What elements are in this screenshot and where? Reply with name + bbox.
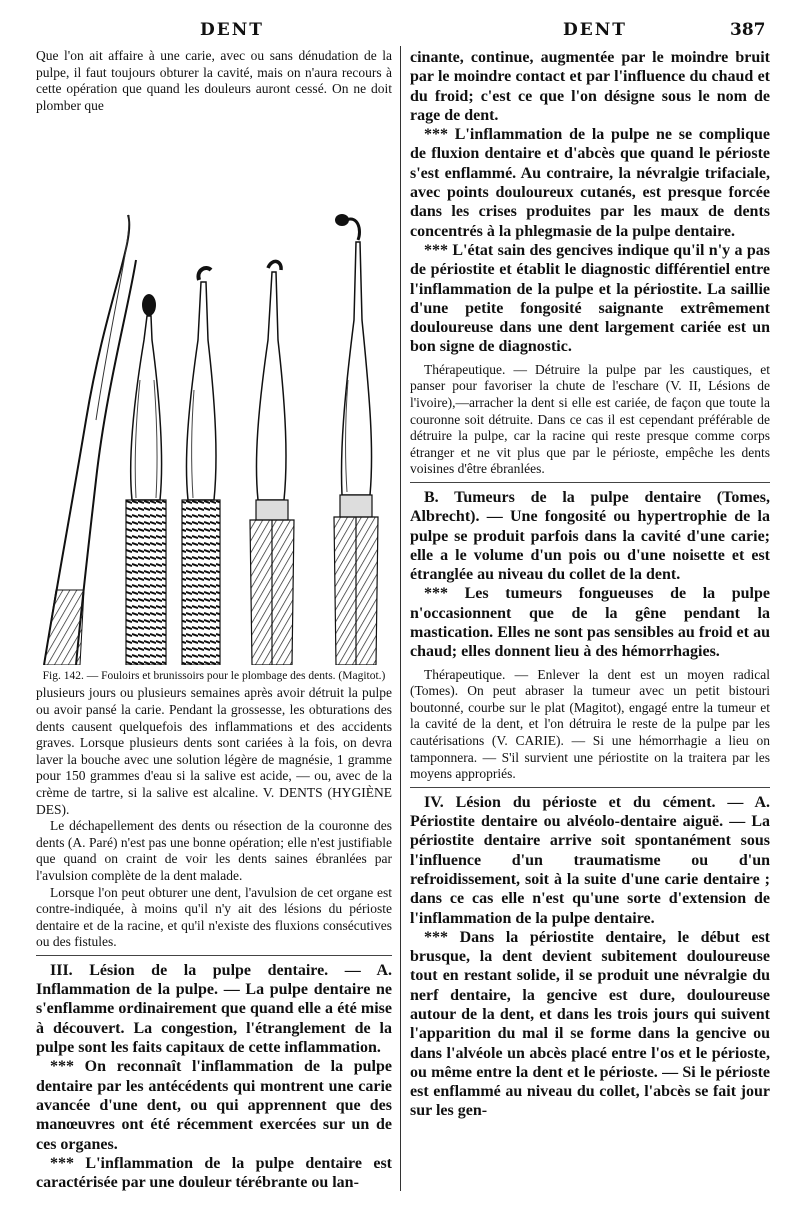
right-column [410, 48, 770, 1121]
dental-instruments-illustration [36, 120, 392, 665]
therapeutics-paragraph: Thérapeutique. — Détruire la pulpe par les caustiques, et panser pour favoriser la chute de l'eschare (V. II, Lésions de l'ivoire),—arracher la dent si elle est cariée, de façon que toute la couronne soit détruite. Dans ce cas il est cependant préférable de détruire la pulpe, car la racine qui reste presque comme corps étranger et ne vit plus que par le périoste, empêche les dents voisines d'être ébranlées. [410, 361, 770, 477]
paragraph: *** L'inflammation de la pulpe ne se complique de fluxion dentaire et d'abcès que quand le périoste s'est enflammé. Au contraire, la névralgie trifaciale, avec points douloureux cutanés, est presque forcée dans les crises produites par les maux de dents concentrés à la phlegmasie de la pulpe dentaire. [410, 126, 770, 240]
paragraph: *** L'état sain des gencives indique qu'il n'y a pas de périostite et établit le diagnostic différentiel entre l'inflammation de la pulpe et la périostite. La saillie d'une petite fongosité saignante extrêmement douloureuse dans une dent largement cariée est un bon signe de diagnostic. [410, 241, 770, 356]
therapeutics-paragraph: Thérapeutique. — Enlever la dent est un moyen radical (Tomes). On peut abraser la tumeur avec un petit bistouri boutonné, courbe sur le plat (Magitot), engagé entre la tumeur et la cavité de la dent, et l'on détruira le reste de la pulpe par les cautérisations (V. CARIE). — Si une hémorrhagie a lieu on tamponnera. — S'il survient une périostite on la traitera par les moyens appropriés. [410, 666, 770, 782]
paragraph: Lorsque l'on peut obturer une dent, l'avulsion de cet organe est contre-indiquée, à moins qu'il n'y ait des lésions du périoste dentaire et de la racine, et qu'il n'existe des fluxions consécutives ou des fistules. [36, 884, 392, 950]
instrument-angled-plugger [250, 262, 294, 666]
paragraph: plusieurs jours ou plusieurs semaines après avoir détruit la pulpe ou avoir pansé la carie. Pendant la grossesse, les obturations des dents causent quelquefois des inflammations et des accidents graves. Lorsque plusieurs dents sont cariées à la fois, on devra laver la bouche avec une solution légère de magnésie, 1 gramme pour 150 grammes d'eau si la salive est acide, — ou, avec de la crème de tartre, si la salive est alcaline. V. DENTS (HYGIÈNE DES). [36, 685, 392, 817]
column-rule [400, 46, 401, 1191]
paragraph: *** L'inflammation de la pulpe dentaire est caractérisée par une douleur térébrante ou lan- [36, 1154, 392, 1192]
section-heading-paragraph: IV. Lésion du périoste et du cément. — A. Périostite dentaire ou alvéolo-dentaire aiguë. — La périostite dentaire arrive soit spontanément sous l'influence d'un traumatisme ou d'un refroidissement, soit à la suite d'une carie dentaire ; dans ce cas elle n'est qu'une sorte d'extension de l'inflammation de la pulpe dentaire. [410, 793, 770, 927]
running-head-left: DENT [200, 20, 264, 40]
paragraph: *** Dans la périostite dentaire, le début est brusque, la dent devient subitement douloureuse tout en restant solide, il se produit une névralgie du nerf dentaire, la gencive est dure, douloureuse autour de la dent, et dans les trois jours qui suivent l'apparition du mal il se forme dans la gencive ou dans l'alvéole un abcès placé entre l'os et le périoste, ou même entre la dent et le périoste. — Si le périoste est enflammé au niveau du collet, l'abcès se fait jour sur les gen- [410, 928, 770, 1120]
section-heading-paragraph: B. Tumeurs de la pulpe dentaire (Tomes, Albrecht). — Une fongosité ou hypertrophie de la pulpe se produit parfois dans la cavité d'une carie; elle a le volume d'un pois ou d'une noisette et est étranglée au niveau du collet de la dent. [410, 488, 770, 584]
running-head-right: DENT [563, 20, 627, 40]
paragraph: *** Les tumeurs fongueuses de la pulpe n'occasionnent que de la gêne pendant la mastication. Elles ne sont pas sensibles au froid et au chaud; elles donnent lieu à des hémorrhagies. [410, 585, 770, 661]
left-column [36, 48, 392, 1192]
instrument-curved-burnisher [334, 214, 378, 665]
instrument-ball-burnisher [126, 294, 166, 665]
figure-instruments [36, 120, 392, 665]
section-divider [410, 787, 770, 788]
page-number: 387 [730, 20, 766, 40]
paragraph: Que l'on ait affaire à une carie, avec ou sans dénudation de la pulpe, il faut toujours obturer la cavité, mais on n'aura recours à cette opération que quand les douleurs auront cessé. On ne doit plomber que [36, 48, 392, 113]
instrument-long-probe [44, 215, 136, 665]
paragraph: *** On reconnaît l'inflammation de la pulpe dentaire par les antécédents qui montrent une carie avancée d'une dent, ou qui apprennent que des manœuvres ont été récemment exercées sur un de ces organes. [36, 1058, 392, 1153]
paragraph: Le déchapellement des dents ou résection de la couronne des dents (A. Paré) n'est pas une bonne opération; elle n'est justifiable que quand on craint de voir les dents saines ébranlées par l'avulsion complète de la dent malade. [36, 818, 392, 883]
instrument-hooked-plugger [182, 268, 220, 665]
figure-caption: Fig. 142. — Fouloirs et brunissoirs pour le plombage des dents. (Magitot.) [42, 670, 386, 683]
paragraph: cinante, continue, augmentée par le moindre bruit par le moindre contact et par l'influence du chaud et du froid; c'est ce que l'on désigne sous le nom de rage de dent. [410, 49, 770, 124]
section-heading-paragraph: III. Lésion de la pulpe dentaire. — A. Inflammation de la pulpe. — La pulpe dentaire ne s'enflamme ordinairement que quand elle a été mise à découvert. La congestion, l'étranglement de la pulpe sont les faits capitaux de cette inflammation. [36, 961, 392, 1057]
section-divider [410, 482, 770, 483]
section-divider [36, 955, 392, 956]
